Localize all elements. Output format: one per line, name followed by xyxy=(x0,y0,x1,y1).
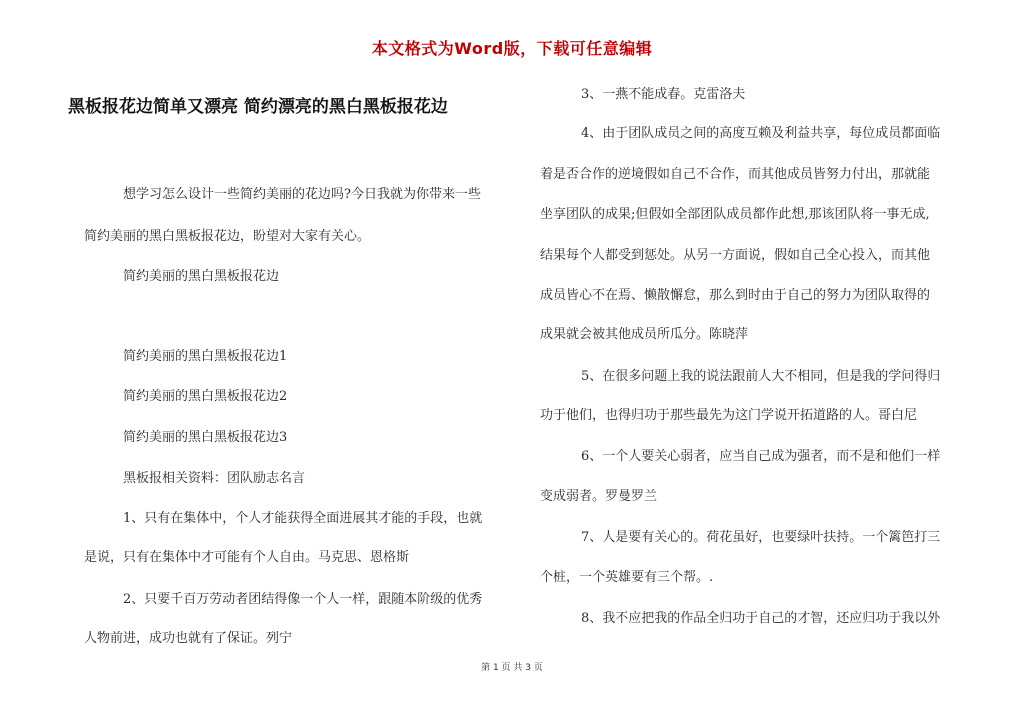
document-title: 黑板报花边简单又漂亮 简约漂亮的黑白黑板报花边 xyxy=(68,97,448,117)
right-line: 坐享团队的成果;但假如全部团队成员都作此想,那该团队将一事无成, xyxy=(540,207,930,222)
right-line: 3、一燕不能成春。克雷洛夫 xyxy=(581,87,746,102)
left-line: 简约美丽的黑白黑板报花边3 xyxy=(123,430,288,445)
left-line: 1、只有在集体中，个人才能获得全面进展其才能的手段，也就 xyxy=(123,511,483,526)
page-number-footer: 第 1 页 共 3 页 xyxy=(481,663,543,673)
word-format-banner: 本文格式为Word版，下载可任意编辑 xyxy=(371,39,653,58)
right-line: 4、由于团队成员之间的高度互赖及利益共享，每位成员都面临 xyxy=(581,126,941,141)
left-line: 简约美丽的黑白黑板报花边，盼望对大家有关心。 xyxy=(84,229,371,244)
left-line: 简约美丽的黑白黑板报花边 xyxy=(123,269,280,284)
right-line: 8、我不应把我的作品全归功于自己的才智，还应归功于我以外 xyxy=(581,611,941,626)
right-line: 7、人是要有关心的。荷花虽好，也要绿叶扶持。一个篱笆打三 xyxy=(581,530,941,545)
right-line: 功于他们，也得归功于那些最先为这门学说开拓道路的人。哥白尼 xyxy=(540,408,918,423)
right-line: 5、在很多问题上我的说法跟前人大不相同，但是我的学问得归 xyxy=(581,369,941,384)
right-line: 成员皆心不在焉、懒散懈怠，那么到时由于自己的努力为团队取得的 xyxy=(540,288,931,303)
left-line: 2、只要千百万劳动者团结得像一个人一样，跟随本阶级的优秀 xyxy=(123,592,483,607)
left-line: 想学习怎么设计一些简约美丽的花边吗?今日我就为你带来一些 xyxy=(123,187,481,202)
right-line: 个桩，一个英雄要有三个帮。. xyxy=(540,570,714,585)
left-line: 简约美丽的黑白黑板报花边1 xyxy=(123,349,288,364)
right-line: 结果每个人都受到惩处。从另一方面说，假如自己全心投入，而其他 xyxy=(540,248,931,263)
left-line: 人物前进，成功也就有了保证。列宁 xyxy=(84,631,293,646)
right-line: 着是否合作的逆境假如自己不合作，而其他成员皆努力付出，那就能 xyxy=(540,167,931,182)
left-line: 黑板报相关资料：团队励志名言 xyxy=(123,471,306,486)
right-line: 6、一个人要关心弱者，应当自己成为强者，而不是和他们一样 xyxy=(581,449,941,464)
right-line: 成果就会被其他成员所瓜分。陈晓萍 xyxy=(540,327,749,342)
left-line: 简约美丽的黑白黑板报花边2 xyxy=(123,389,288,404)
left-line: 是说，只有在集体中才可能有个人自由。马克思、恩格斯 xyxy=(84,550,410,565)
right-line: 变成弱者。罗曼罗兰 xyxy=(540,489,658,504)
